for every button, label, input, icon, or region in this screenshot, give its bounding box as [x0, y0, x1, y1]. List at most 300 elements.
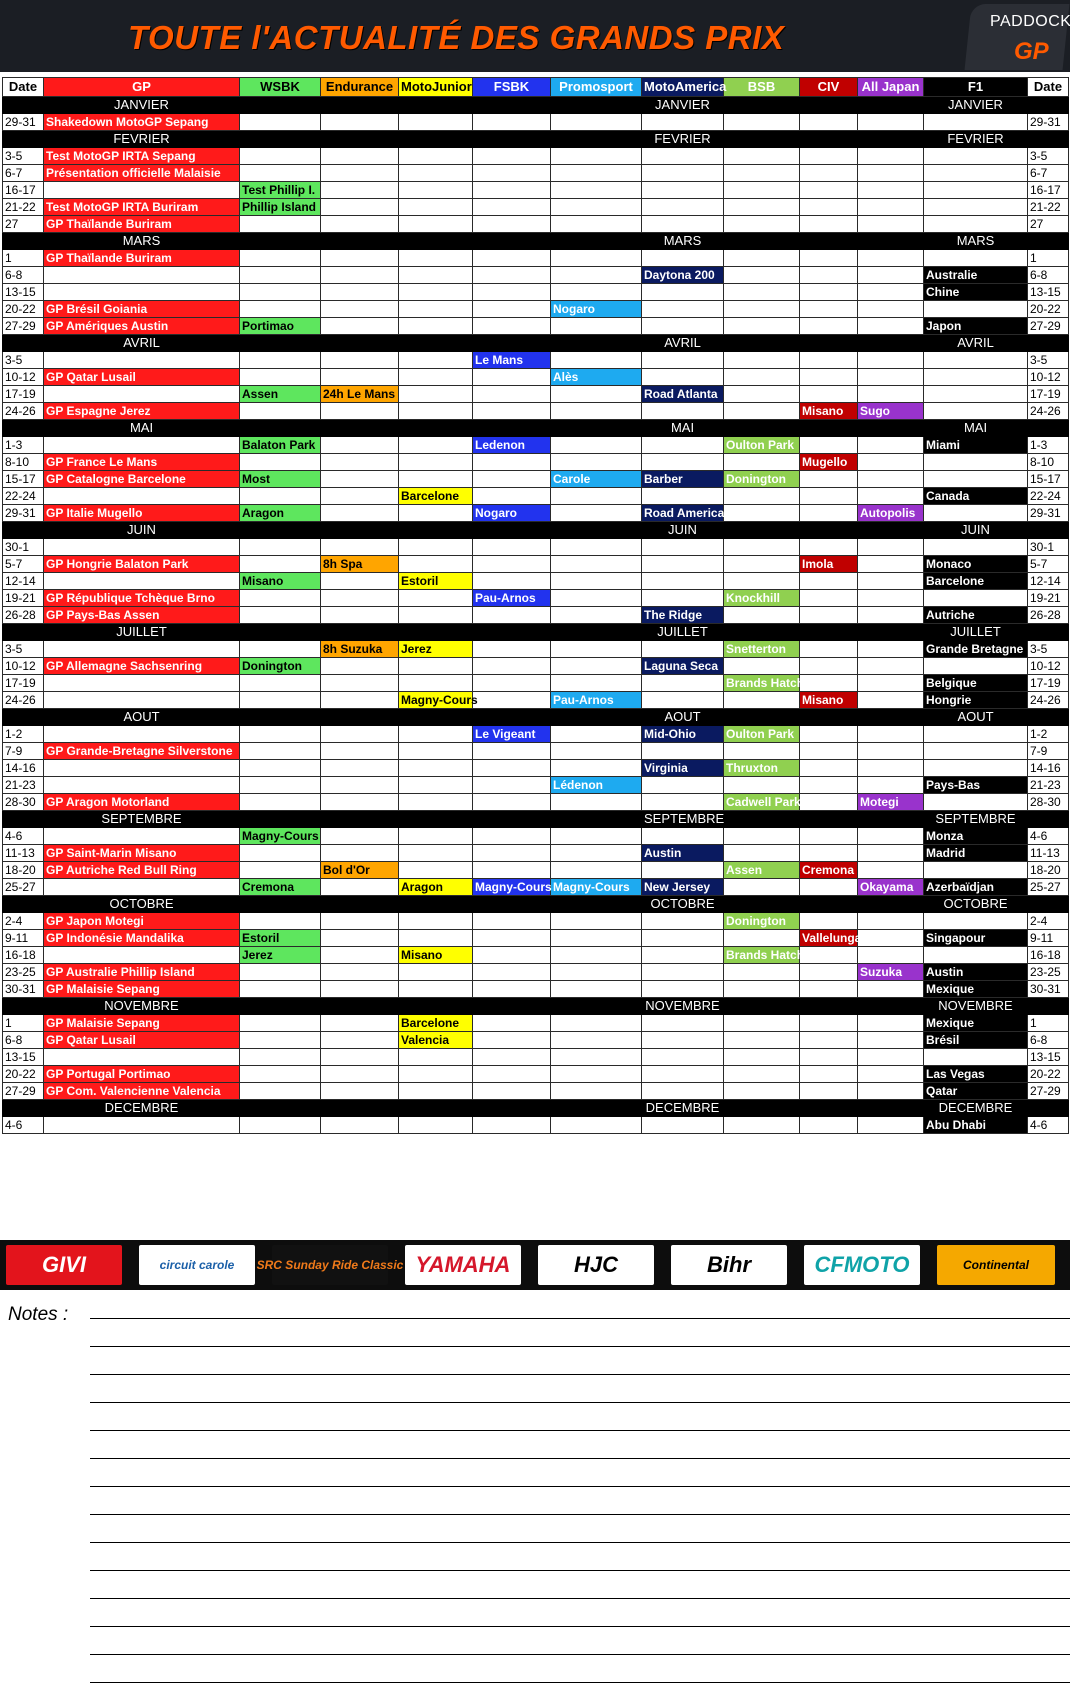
- event-cell: GP Thaïlande Buriram: [44, 216, 240, 233]
- date-cell: 4-6: [3, 828, 44, 845]
- event-cell: Vallelunga: [800, 930, 858, 947]
- empty-cell: [800, 1083, 858, 1100]
- empty-cell: [399, 267, 473, 284]
- event-cell: GP Com. Valencienne Valencia: [44, 1083, 240, 1100]
- month-row: [3, 233, 1069, 250]
- empty-cell: [399, 590, 473, 607]
- empty-cell: [321, 828, 399, 845]
- week-row: [3, 403, 1069, 420]
- event-cell: Autriche: [924, 607, 1028, 624]
- month-filler: [3, 420, 44, 437]
- date-cell: 29-31: [1028, 505, 1069, 522]
- event-cell: GP République Tchèque Brno: [44, 590, 240, 607]
- empty-cell: [473, 148, 551, 165]
- column-header: Date: [1028, 78, 1069, 97]
- week-row: [3, 369, 1069, 386]
- empty-cell: [642, 590, 724, 607]
- date-cell: 13-15: [3, 1049, 44, 1066]
- empty-cell: [642, 675, 724, 692]
- month-filler: [724, 709, 924, 726]
- month-label: MAI: [642, 420, 724, 437]
- empty-cell: [724, 386, 800, 403]
- month-filler: [724, 233, 924, 250]
- empty-cell: [240, 981, 321, 998]
- empty-cell: [642, 692, 724, 709]
- empty-cell: [44, 284, 240, 301]
- empty-cell: [551, 1015, 642, 1032]
- month-filler: [3, 335, 44, 352]
- empty-cell: [924, 148, 1028, 165]
- empty-cell: [858, 777, 924, 794]
- event-cell: GP Qatar Lusail: [44, 1032, 240, 1049]
- notes-label: Notes :: [8, 1304, 69, 1325]
- event-cell: Abu Dhabi: [924, 1117, 1028, 1134]
- month-label: AOUT: [924, 709, 1028, 726]
- empty-cell: [399, 913, 473, 930]
- sponsor-strip: [0, 1240, 1070, 1290]
- month-label: SEPTEMBRE: [642, 811, 724, 828]
- empty-cell: [473, 658, 551, 675]
- week-row: [3, 794, 1069, 811]
- column-header: CIV: [800, 78, 858, 97]
- empty-cell: [399, 743, 473, 760]
- event-cell: Test MotoGP IRTA Sepang: [44, 148, 240, 165]
- empty-cell: [800, 165, 858, 182]
- empty-cell: [240, 845, 321, 862]
- event-cell: Phillip Island: [240, 199, 321, 216]
- week-row: [3, 879, 1069, 896]
- empty-cell: [551, 284, 642, 301]
- empty-cell: [240, 590, 321, 607]
- event-cell: Jerez: [399, 641, 473, 658]
- empty-cell: [858, 845, 924, 862]
- empty-cell: [924, 471, 1028, 488]
- empty-cell: [800, 437, 858, 454]
- empty-cell: [724, 964, 800, 981]
- event-cell: Australie: [924, 267, 1028, 284]
- empty-cell: [724, 352, 800, 369]
- event-cell: Shakedown MotoGP Sepang: [44, 114, 240, 131]
- empty-cell: [551, 930, 642, 947]
- month-label: AVRIL: [924, 335, 1028, 352]
- empty-cell: [858, 182, 924, 199]
- empty-cell: [924, 743, 1028, 760]
- event-cell: New Jersey: [642, 879, 724, 896]
- empty-cell: [551, 199, 642, 216]
- empty-cell: [642, 284, 724, 301]
- note-line: [90, 1318, 1070, 1319]
- event-cell: Pays-Bas: [924, 777, 1028, 794]
- event-cell: GP Allemagne Sachsenring: [44, 658, 240, 675]
- event-cell: Barber: [642, 471, 724, 488]
- week-row: [3, 454, 1069, 471]
- empty-cell: [321, 726, 399, 743]
- empty-cell: [399, 862, 473, 879]
- date-cell: 22-24: [3, 488, 44, 505]
- empty-cell: [724, 182, 800, 199]
- empty-cell: [800, 369, 858, 386]
- empty-cell: [399, 216, 473, 233]
- date-cell: 14-16: [3, 760, 44, 777]
- empty-cell: [473, 488, 551, 505]
- event-cell: Canada: [924, 488, 1028, 505]
- empty-cell: [240, 488, 321, 505]
- week-row: [3, 1049, 1069, 1066]
- empty-cell: [551, 913, 642, 930]
- date-cell: 24-26: [1028, 692, 1069, 709]
- date-cell: 1-3: [3, 437, 44, 454]
- empty-cell: [240, 1083, 321, 1100]
- month-row: [3, 998, 1069, 1015]
- event-cell: Mexique: [924, 981, 1028, 998]
- empty-cell: [724, 607, 800, 624]
- date-cell: 29-31: [1028, 114, 1069, 131]
- empty-cell: [924, 913, 1028, 930]
- month-filler: [240, 233, 642, 250]
- empty-cell: [321, 539, 399, 556]
- event-cell: Barcelone: [399, 1015, 473, 1032]
- empty-cell: [473, 641, 551, 658]
- empty-cell: [321, 505, 399, 522]
- empty-cell: [551, 1066, 642, 1083]
- empty-cell: [800, 318, 858, 335]
- date-cell: 21-23: [1028, 777, 1069, 794]
- event-cell: GP Saint-Marin Misano: [44, 845, 240, 862]
- empty-cell: [240, 862, 321, 879]
- event-cell: GP France Le Mans: [44, 454, 240, 471]
- empty-cell: [321, 250, 399, 267]
- month-filler: [1028, 131, 1069, 148]
- date-cell: 15-17: [3, 471, 44, 488]
- date-cell: 13-15: [1028, 284, 1069, 301]
- week-row: [3, 165, 1069, 182]
- week-row: [3, 658, 1069, 675]
- empty-cell: [551, 760, 642, 777]
- date-cell: 19-21: [3, 590, 44, 607]
- empty-cell: [240, 165, 321, 182]
- week-row: [3, 1032, 1069, 1049]
- month-label: AOUT: [44, 709, 240, 726]
- event-cell: Road Atlanta: [642, 386, 724, 403]
- sponsor-logo: CFMOTO: [804, 1245, 920, 1285]
- event-cell: Alès: [551, 369, 642, 386]
- month-filler: [240, 998, 642, 1015]
- empty-cell: [800, 1049, 858, 1066]
- event-cell: Japon: [924, 318, 1028, 335]
- event-cell: GP Catalogne Barcelone: [44, 471, 240, 488]
- date-cell: 3-5: [1028, 148, 1069, 165]
- month-filler: [240, 709, 642, 726]
- month-label: NOVEMBRE: [924, 998, 1028, 1015]
- event-cell: Thruxton: [724, 760, 800, 777]
- empty-cell: [858, 369, 924, 386]
- month-label: SEPTEMBRE: [924, 811, 1028, 828]
- event-cell: Belgique: [924, 675, 1028, 692]
- event-cell: Laguna Seca: [642, 658, 724, 675]
- week-row: [3, 539, 1069, 556]
- event-cell: Virginia: [642, 760, 724, 777]
- empty-cell: [858, 1049, 924, 1066]
- empty-cell: [800, 964, 858, 981]
- date-cell: 29-31: [3, 114, 44, 131]
- empty-cell: [858, 1032, 924, 1049]
- empty-cell: [724, 777, 800, 794]
- empty-cell: [924, 216, 1028, 233]
- empty-cell: [321, 794, 399, 811]
- date-cell: 22-24: [1028, 488, 1069, 505]
- header-banner: [0, 0, 1070, 72]
- month-filler: [240, 97, 642, 114]
- week-row: [3, 182, 1069, 199]
- empty-cell: [551, 318, 642, 335]
- date-cell: 2-4: [3, 913, 44, 930]
- empty-cell: [321, 913, 399, 930]
- empty-cell: [724, 573, 800, 590]
- event-cell: Aragon: [399, 879, 473, 896]
- event-cell: Donington: [724, 471, 800, 488]
- empty-cell: [724, 845, 800, 862]
- empty-cell: [858, 590, 924, 607]
- date-cell: 18-20: [1028, 862, 1069, 879]
- empty-cell: [399, 114, 473, 131]
- empty-cell: [924, 301, 1028, 318]
- event-cell: Misano: [800, 692, 858, 709]
- event-cell: Lédenon: [551, 777, 642, 794]
- empty-cell: [724, 1117, 800, 1134]
- month-filler: [724, 896, 924, 913]
- month-row: [3, 1100, 1069, 1117]
- empty-cell: [800, 539, 858, 556]
- empty-cell: [44, 352, 240, 369]
- empty-cell: [321, 369, 399, 386]
- month-filler: [724, 998, 924, 1015]
- week-row: [3, 641, 1069, 658]
- month-row: [3, 896, 1069, 913]
- empty-cell: [321, 675, 399, 692]
- empty-cell: [321, 284, 399, 301]
- empty-cell: [724, 1032, 800, 1049]
- week-row: [3, 862, 1069, 879]
- empty-cell: [642, 981, 724, 998]
- event-cell: GP Australie Phillip Island: [44, 964, 240, 981]
- empty-cell: [800, 1032, 858, 1049]
- month-label: JUIN: [924, 522, 1028, 539]
- event-cell: Nogaro: [551, 301, 642, 318]
- event-cell: Estoril: [240, 930, 321, 947]
- empty-cell: [924, 590, 1028, 607]
- month-label: JANVIER: [924, 97, 1028, 114]
- month-label: JANVIER: [44, 97, 240, 114]
- month-filler: [3, 709, 44, 726]
- empty-cell: [551, 794, 642, 811]
- event-cell: Magny-Cours: [240, 828, 321, 845]
- month-label: MARS: [642, 233, 724, 250]
- column-header: MotoAmerica: [642, 78, 724, 97]
- month-label: NOVEMBRE: [642, 998, 724, 1015]
- empty-cell: [399, 556, 473, 573]
- empty-cell: [800, 743, 858, 760]
- column-header: Date: [3, 78, 44, 97]
- empty-cell: [724, 556, 800, 573]
- empty-cell: [642, 539, 724, 556]
- month-label: JUILLET: [924, 624, 1028, 641]
- date-cell: 27: [3, 216, 44, 233]
- empty-cell: [399, 1049, 473, 1066]
- date-cell: 24-26: [1028, 403, 1069, 420]
- event-cell: Balaton Park: [240, 437, 321, 454]
- week-row: [3, 743, 1069, 760]
- empty-cell: [858, 284, 924, 301]
- month-filler: [3, 811, 44, 828]
- empty-cell: [724, 250, 800, 267]
- empty-cell: [858, 556, 924, 573]
- event-cell: GP Italie Mugello: [44, 505, 240, 522]
- column-header: Endurance: [321, 78, 399, 97]
- note-line: [90, 1682, 1070, 1683]
- empty-cell: [724, 879, 800, 896]
- month-label: AVRIL: [642, 335, 724, 352]
- month-filler: [1028, 811, 1069, 828]
- empty-cell: [240, 1049, 321, 1066]
- empty-cell: [642, 216, 724, 233]
- event-cell: Cadwell Park: [724, 794, 800, 811]
- event-cell: Oulton Park: [724, 726, 800, 743]
- empty-cell: [800, 777, 858, 794]
- empty-cell: [240, 403, 321, 420]
- date-cell: 10-12: [1028, 369, 1069, 386]
- date-cell: 16-18: [3, 947, 44, 964]
- empty-cell: [551, 743, 642, 760]
- empty-cell: [399, 369, 473, 386]
- empty-cell: [858, 913, 924, 930]
- event-cell: Magny-Cours: [551, 879, 642, 896]
- empty-cell: [44, 760, 240, 777]
- empty-cell: [473, 369, 551, 386]
- empty-cell: [321, 1032, 399, 1049]
- empty-cell: [724, 488, 800, 505]
- empty-cell: [800, 845, 858, 862]
- note-line: [90, 1346, 1070, 1347]
- empty-cell: [240, 114, 321, 131]
- empty-cell: [800, 726, 858, 743]
- empty-cell: [724, 505, 800, 522]
- empty-cell: [858, 471, 924, 488]
- month-filler: [1028, 522, 1069, 539]
- empty-cell: [858, 828, 924, 845]
- empty-cell: [858, 148, 924, 165]
- empty-cell: [724, 318, 800, 335]
- empty-cell: [321, 352, 399, 369]
- month-label: JUIN: [44, 522, 240, 539]
- empty-cell: [44, 828, 240, 845]
- empty-cell: [642, 743, 724, 760]
- empty-cell: [240, 352, 321, 369]
- event-cell: Mugello: [800, 454, 858, 471]
- event-cell: Misano: [800, 403, 858, 420]
- empty-cell: [924, 403, 1028, 420]
- event-cell: Magny-Cours: [473, 879, 551, 896]
- empty-cell: [399, 726, 473, 743]
- empty-cell: [800, 267, 858, 284]
- date-cell: 10-12: [1028, 658, 1069, 675]
- month-filler: [724, 811, 924, 828]
- week-row: [3, 437, 1069, 454]
- empty-cell: [551, 437, 642, 454]
- empty-cell: [44, 641, 240, 658]
- empty-cell: [551, 947, 642, 964]
- empty-cell: [800, 301, 858, 318]
- empty-cell: [642, 488, 724, 505]
- empty-cell: [924, 182, 1028, 199]
- empty-cell: [924, 794, 1028, 811]
- event-cell: Brands Hatch: [724, 675, 800, 692]
- month-filler: [240, 420, 642, 437]
- empty-cell: [724, 301, 800, 318]
- event-cell: Most: [240, 471, 321, 488]
- empty-cell: [473, 250, 551, 267]
- date-cell: 12-14: [1028, 573, 1069, 590]
- note-line: [90, 1402, 1070, 1403]
- empty-cell: [399, 199, 473, 216]
- empty-cell: [321, 1049, 399, 1066]
- empty-cell: [321, 1117, 399, 1134]
- empty-cell: [924, 352, 1028, 369]
- empty-cell: [240, 267, 321, 284]
- logo-text: PADDOCK: [990, 13, 1071, 30]
- sponsor-logo: Bihr: [671, 1245, 787, 1285]
- date-cell: 10-12: [3, 658, 44, 675]
- note-line: [90, 1542, 1070, 1543]
- week-row: [3, 556, 1069, 573]
- month-row: [3, 624, 1069, 641]
- empty-cell: [399, 165, 473, 182]
- empty-cell: [858, 1015, 924, 1032]
- empty-cell: [800, 1117, 858, 1134]
- month-row: [3, 420, 1069, 437]
- empty-cell: [44, 947, 240, 964]
- empty-cell: [321, 437, 399, 454]
- date-cell: 1: [1028, 250, 1069, 267]
- empty-cell: [800, 471, 858, 488]
- empty-cell: [642, 369, 724, 386]
- empty-cell: [800, 182, 858, 199]
- week-row: [3, 1015, 1069, 1032]
- event-cell: Assen: [240, 386, 321, 403]
- empty-cell: [551, 658, 642, 675]
- empty-cell: [551, 352, 642, 369]
- date-cell: 2-4: [1028, 913, 1069, 930]
- week-row: [3, 607, 1069, 624]
- note-line: [90, 1374, 1070, 1375]
- empty-cell: [240, 794, 321, 811]
- date-cell: 29-31: [3, 505, 44, 522]
- empty-cell: [240, 964, 321, 981]
- month-row: [3, 335, 1069, 352]
- empty-cell: [240, 556, 321, 573]
- empty-cell: [551, 1049, 642, 1066]
- empty-cell: [924, 114, 1028, 131]
- empty-cell: [858, 692, 924, 709]
- empty-cell: [399, 301, 473, 318]
- event-cell: Suzuka: [858, 964, 924, 981]
- week-row: [3, 947, 1069, 964]
- week-row: [3, 114, 1069, 131]
- date-cell: 3-5: [3, 148, 44, 165]
- logo-gp: GP: [1014, 38, 1049, 65]
- empty-cell: [321, 658, 399, 675]
- week-row: [3, 199, 1069, 216]
- empty-cell: [858, 641, 924, 658]
